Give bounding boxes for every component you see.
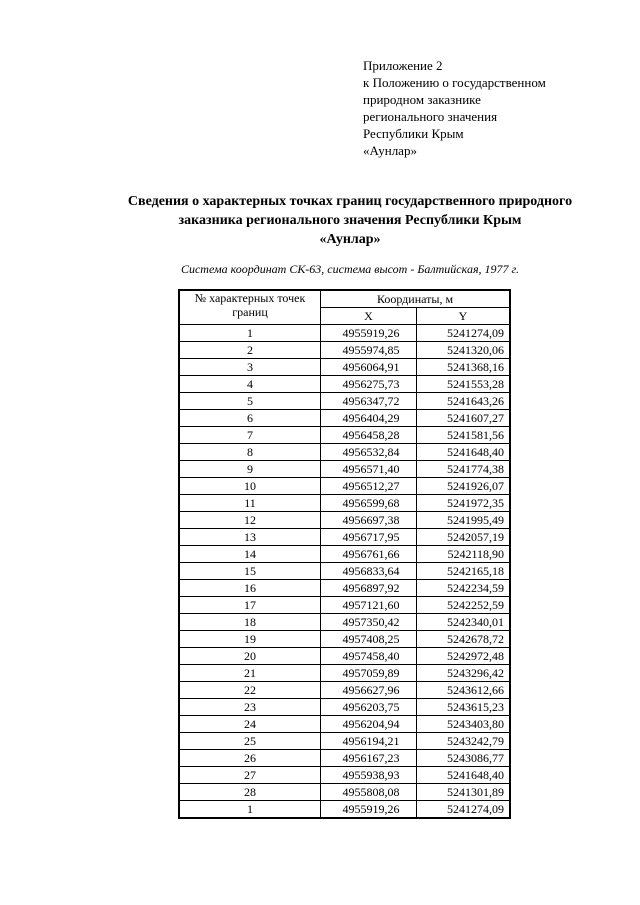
point-number-cell: 7 xyxy=(179,427,321,444)
table-row xyxy=(179,699,510,716)
point-number-cell: 10 xyxy=(179,478,321,495)
point-number-cell: 4 xyxy=(179,376,321,393)
point-number-cell: 25 xyxy=(179,733,321,750)
y-coordinate-cell: 5243242,79 xyxy=(417,733,511,750)
y-coordinate-cell: 5242972,48 xyxy=(417,648,511,665)
y-coordinate-cell: 5243403,80 xyxy=(417,716,511,733)
appendix-line: регионального значения xyxy=(363,109,498,124)
x-coordinate-cell: 4955808,08 xyxy=(321,784,417,801)
point-number-cell: 23 xyxy=(179,699,321,716)
y-coordinate-cell: 5242340,01 xyxy=(417,614,511,631)
y-coordinate-cell: 5242165,18 xyxy=(417,563,511,580)
x-coordinate-cell: 4957059,89 xyxy=(321,665,417,682)
table-row xyxy=(179,427,510,444)
point-number-cell: 9 xyxy=(179,461,321,478)
x-coordinate-cell: 4956194,21 xyxy=(321,733,417,750)
point-number-cell: 6 xyxy=(179,410,321,427)
point-number-cell: 1 xyxy=(179,801,321,819)
table-row xyxy=(179,614,510,631)
appendix-line: Республики Крым xyxy=(363,126,464,141)
y-coordinate-cell: 5241368,16 xyxy=(417,359,511,376)
y-coordinate-cell: 5242234,59 xyxy=(417,580,511,597)
x-coordinate-cell: 4956599,68 xyxy=(321,495,417,512)
x-coordinate-cell: 4955919,26 xyxy=(321,325,417,342)
x-coordinate-cell: 4956167,23 xyxy=(321,750,417,767)
x-coordinate-cell: 4956275,73 xyxy=(321,376,417,393)
y-coordinate-cell: 5241643,26 xyxy=(417,393,511,410)
x-coordinate-cell: 4956571,40 xyxy=(321,461,417,478)
y-coordinate-cell: 5241274,09 xyxy=(417,325,511,342)
title-line: Сведения о характерных точках границ государственного природного xyxy=(127,194,573,209)
y-coordinate-cell: 5242118,90 xyxy=(417,546,511,563)
y-coordinate-cell: 5242252,59 xyxy=(417,597,511,614)
table-row xyxy=(179,767,510,784)
x-coordinate-cell: 4956203,75 xyxy=(321,699,417,716)
point-number-cell: 28 xyxy=(179,784,321,801)
x-coordinate-cell: 4957408,25 xyxy=(321,631,417,648)
document-title xyxy=(60,192,640,249)
y-coordinate-cell: 5241995,49 xyxy=(417,512,511,529)
table-row xyxy=(179,410,510,427)
table-row xyxy=(179,461,510,478)
x-coordinate-cell: 4956347,72 xyxy=(321,393,417,410)
x-coordinate-cell: 4956697,38 xyxy=(321,512,417,529)
table-row xyxy=(179,546,510,563)
table-row xyxy=(179,597,510,614)
table-row xyxy=(179,376,510,393)
point-number-cell: 12 xyxy=(179,512,321,529)
title-line: заказника регионального значения Республики Крым xyxy=(178,213,522,228)
point-number-cell: 15 xyxy=(179,563,321,580)
x-coordinate-cell: 4956064,91 xyxy=(321,359,417,376)
y-coordinate-cell: 5243615,23 xyxy=(417,699,511,716)
point-number-cell: 20 xyxy=(179,648,321,665)
table-row xyxy=(179,342,510,359)
point-number-cell: 27 xyxy=(179,767,321,784)
table-row xyxy=(179,580,510,597)
y-coordinate-cell: 5241581,56 xyxy=(417,427,511,444)
table-row xyxy=(179,393,510,410)
table-row xyxy=(179,801,510,819)
point-number-cell: 17 xyxy=(179,597,321,614)
point-number-cell: 2 xyxy=(179,342,321,359)
y-coordinate-cell: 5241774,38 xyxy=(417,461,511,478)
point-number-cell: 3 xyxy=(179,359,321,376)
y-coordinate-cell: 5241274,09 xyxy=(417,801,511,819)
table-row xyxy=(179,784,510,801)
y-coordinate-cell: 5243612,66 xyxy=(417,682,511,699)
header-x: X xyxy=(321,308,417,325)
point-number-cell: 18 xyxy=(179,614,321,631)
table-row xyxy=(179,648,510,665)
title-line: «Аунлар» xyxy=(319,232,381,247)
x-coordinate-cell: 4956717,95 xyxy=(321,529,417,546)
y-coordinate-cell: 5241648,40 xyxy=(417,767,511,784)
y-coordinate-cell: 5241972,35 xyxy=(417,495,511,512)
x-coordinate-cell: 4956532,84 xyxy=(321,444,417,461)
x-coordinate-cell: 4955974,85 xyxy=(321,342,417,359)
y-coordinate-cell: 5241320,06 xyxy=(417,342,511,359)
x-coordinate-cell: 4956627,96 xyxy=(321,682,417,699)
table-row xyxy=(179,631,510,648)
appendix-line: природном заказнике xyxy=(363,92,481,107)
point-number-cell: 13 xyxy=(179,529,321,546)
header-y: Y xyxy=(417,308,511,325)
x-coordinate-cell: 4956458,28 xyxy=(321,427,417,444)
x-coordinate-cell: 4957350,42 xyxy=(321,614,417,631)
table-row xyxy=(179,359,510,376)
table-row xyxy=(179,325,510,342)
y-coordinate-cell: 5242678,72 xyxy=(417,631,511,648)
x-coordinate-cell: 4956204,94 xyxy=(321,716,417,733)
point-number-cell: 19 xyxy=(179,631,321,648)
appendix-line: к Положению о государственном xyxy=(363,75,546,90)
point-number-cell: 11 xyxy=(179,495,321,512)
appendix-line: Приложение 2 xyxy=(363,58,443,73)
x-coordinate-cell: 4957458,40 xyxy=(321,648,417,665)
x-coordinate-cell: 4956833,64 xyxy=(321,563,417,580)
point-number-cell: 24 xyxy=(179,716,321,733)
table-row xyxy=(179,733,510,750)
table-row xyxy=(179,529,510,546)
y-coordinate-cell: 5241926,07 xyxy=(417,478,511,495)
x-coordinate-cell: 4956897,92 xyxy=(321,580,417,597)
coordinates-table xyxy=(178,289,511,819)
y-coordinate-cell: 5243296,42 xyxy=(417,665,511,682)
appendix-block xyxy=(363,57,546,159)
x-coordinate-cell: 4955938,93 xyxy=(321,767,417,784)
table-row xyxy=(179,512,510,529)
coordinate-system-note: Система координат СК-63, система высот - Балтийская, 1977 г. xyxy=(180,262,520,276)
header-coordinates: Координаты, м xyxy=(321,290,511,308)
point-number-cell: 8 xyxy=(179,444,321,461)
point-number-cell: 14 xyxy=(179,546,321,563)
table-row xyxy=(179,665,510,682)
point-number-cell: 21 xyxy=(179,665,321,682)
table-row xyxy=(179,750,510,767)
table-row xyxy=(179,563,510,580)
appendix-line: «Аунлар» xyxy=(363,143,417,158)
point-number-cell: 1 xyxy=(179,325,321,342)
y-coordinate-cell: 5243086,77 xyxy=(417,750,511,767)
table-row xyxy=(179,478,510,495)
table-row xyxy=(179,682,510,699)
y-coordinate-cell: 5242057,19 xyxy=(417,529,511,546)
y-coordinate-cell: 5241607,27 xyxy=(417,410,511,427)
x-coordinate-cell: 4955919,26 xyxy=(321,801,417,819)
x-coordinate-cell: 4957121,60 xyxy=(321,597,417,614)
y-coordinate-cell: 5241301,89 xyxy=(417,784,511,801)
header-point-number: № характерных точек границ xyxy=(179,290,321,325)
table-body xyxy=(179,325,510,819)
table-row xyxy=(179,716,510,733)
table-row xyxy=(179,495,510,512)
y-coordinate-cell: 5241553,28 xyxy=(417,376,511,393)
point-number-cell: 5 xyxy=(179,393,321,410)
y-coordinate-cell: 5241648,40 xyxy=(417,444,511,461)
x-coordinate-cell: 4956404,29 xyxy=(321,410,417,427)
point-number-cell: 26 xyxy=(179,750,321,767)
x-coordinate-cell: 4956761,66 xyxy=(321,546,417,563)
point-number-cell: 16 xyxy=(179,580,321,597)
table-row xyxy=(179,444,510,461)
point-number-cell: 22 xyxy=(179,682,321,699)
x-coordinate-cell: 4956512,27 xyxy=(321,478,417,495)
